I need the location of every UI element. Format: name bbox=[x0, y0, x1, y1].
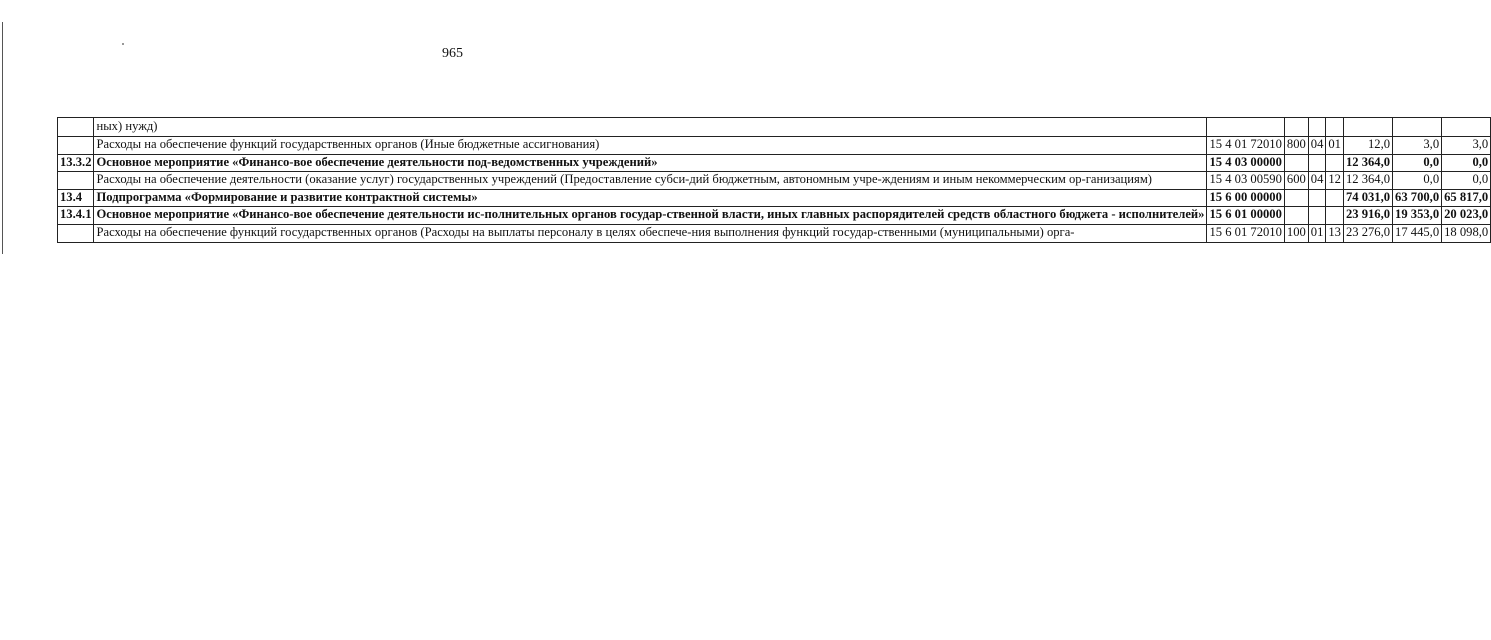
amount-year2-cell: 63 700,0 bbox=[1393, 189, 1442, 207]
subsection-cell: 13 bbox=[1326, 224, 1344, 242]
row-name-cell: ных) нужд) bbox=[94, 118, 1207, 137]
amount-year3-cell: 0,0 bbox=[1442, 172, 1491, 190]
table-row bbox=[58, 137, 1491, 155]
expense-type-cell bbox=[1284, 118, 1308, 137]
amount-year2-cell: 3,0 bbox=[1393, 137, 1442, 155]
amount-year3-cell: 0,0 bbox=[1442, 154, 1491, 172]
scan-speck bbox=[122, 43, 124, 45]
table-row bbox=[58, 154, 1491, 172]
subsection-cell bbox=[1326, 118, 1344, 137]
row-name-cell: Основное мероприятие «Финансо-вое обеспечение деятельности ис-полнительных органов государ-ственной власти, иных главных распорядителей средств областного бюджета - исполнителей» bbox=[94, 207, 1207, 225]
section-cell bbox=[1308, 189, 1326, 207]
budget-table bbox=[57, 117, 1491, 243]
subsection-cell: 01 bbox=[1326, 137, 1344, 155]
expense-type-cell bbox=[1284, 189, 1308, 207]
amount-year2-cell: 17 445,0 bbox=[1393, 224, 1442, 242]
row-number-cell: 13.3.2 bbox=[58, 154, 94, 172]
amount-year2-cell: 0,0 bbox=[1393, 172, 1442, 190]
table-row bbox=[58, 118, 1491, 137]
section-cell: 04 bbox=[1308, 137, 1326, 155]
subsection-cell bbox=[1326, 207, 1344, 225]
amount-year3-cell bbox=[1442, 118, 1491, 137]
expense-type-cell bbox=[1284, 154, 1308, 172]
row-name-cell: Подпрограмма «Формирование и развитие контрактной системы» bbox=[94, 189, 1207, 207]
expense-type-cell: 600 bbox=[1284, 172, 1308, 190]
amount-year3-cell: 65 817,0 bbox=[1442, 189, 1491, 207]
target-article-cell bbox=[1207, 118, 1284, 137]
table-row bbox=[58, 189, 1491, 207]
target-article-cell: 15 6 01 00000 bbox=[1207, 207, 1284, 225]
table-row bbox=[58, 207, 1491, 225]
table-row bbox=[58, 224, 1491, 242]
amount-year2-cell: 19 353,0 bbox=[1393, 207, 1442, 225]
expense-type-cell: 100 bbox=[1284, 224, 1308, 242]
row-number-cell bbox=[58, 224, 94, 242]
amount-year3-cell: 20 023,0 bbox=[1442, 207, 1491, 225]
target-article-cell: 15 6 00 00000 bbox=[1207, 189, 1284, 207]
amount-year1-cell: 12,0 bbox=[1343, 137, 1392, 155]
target-article-cell: 15 6 01 72010 bbox=[1207, 224, 1284, 242]
section-cell bbox=[1308, 207, 1326, 225]
amount-year1-cell: 12 364,0 bbox=[1343, 172, 1392, 190]
row-number-cell: 13.4 bbox=[58, 189, 94, 207]
row-number-cell bbox=[58, 172, 94, 190]
section-cell: 04 bbox=[1308, 172, 1326, 190]
expense-type-cell bbox=[1284, 207, 1308, 225]
target-article-cell: 15 4 03 00000 bbox=[1207, 154, 1284, 172]
amount-year1-cell: 23 916,0 bbox=[1343, 207, 1392, 225]
row-name-cell: Расходы на обеспечение функций государственных органов (Расходы на выплаты персоналу в целях обеспече-ния выполнения функций государ-ственными (муниципальными) орга- bbox=[94, 224, 1207, 242]
subsection-cell bbox=[1326, 154, 1344, 172]
row-name-cell: Расходы на обеспечение деятельности (оказание услуг) государственных учреждений (Предоставление субси-дий бюджетным, автономным учре-ждениям и иным некоммерческим ор-ганизациям) bbox=[94, 172, 1207, 190]
section-cell: 01 bbox=[1308, 224, 1326, 242]
amount-year3-cell: 18 098,0 bbox=[1442, 224, 1491, 242]
section-cell bbox=[1308, 154, 1326, 172]
target-article-cell: 15 4 03 00590 bbox=[1207, 172, 1284, 190]
row-name-cell: Расходы на обеспечение функций государственных органов (Иные бюджетные ассигнования) bbox=[94, 137, 1207, 155]
amount-year3-cell: 3,0 bbox=[1442, 137, 1491, 155]
amount-year1-cell: 23 276,0 bbox=[1343, 224, 1392, 242]
margin-rule bbox=[2, 22, 3, 254]
expense-type-cell: 800 bbox=[1284, 137, 1308, 155]
row-name-cell: Основное мероприятие «Финансо-вое обеспечение деятельности под-ведомственных учреждений» bbox=[94, 154, 1207, 172]
amount-year1-cell bbox=[1343, 118, 1392, 137]
section-cell bbox=[1308, 118, 1326, 137]
row-number-cell: 13.4.1 bbox=[58, 207, 94, 225]
row-number-cell bbox=[58, 118, 94, 137]
page-number: 965 bbox=[442, 46, 463, 61]
amount-year1-cell: 74 031,0 bbox=[1343, 189, 1392, 207]
amount-year2-cell: 0,0 bbox=[1393, 154, 1442, 172]
subsection-cell bbox=[1326, 189, 1344, 207]
amount-year1-cell: 12 364,0 bbox=[1343, 154, 1392, 172]
row-number-cell bbox=[58, 137, 94, 155]
table-body bbox=[58, 118, 1491, 243]
subsection-cell: 12 bbox=[1326, 172, 1344, 190]
table-row bbox=[58, 172, 1491, 190]
target-article-cell: 15 4 01 72010 bbox=[1207, 137, 1284, 155]
amount-year2-cell bbox=[1393, 118, 1442, 137]
